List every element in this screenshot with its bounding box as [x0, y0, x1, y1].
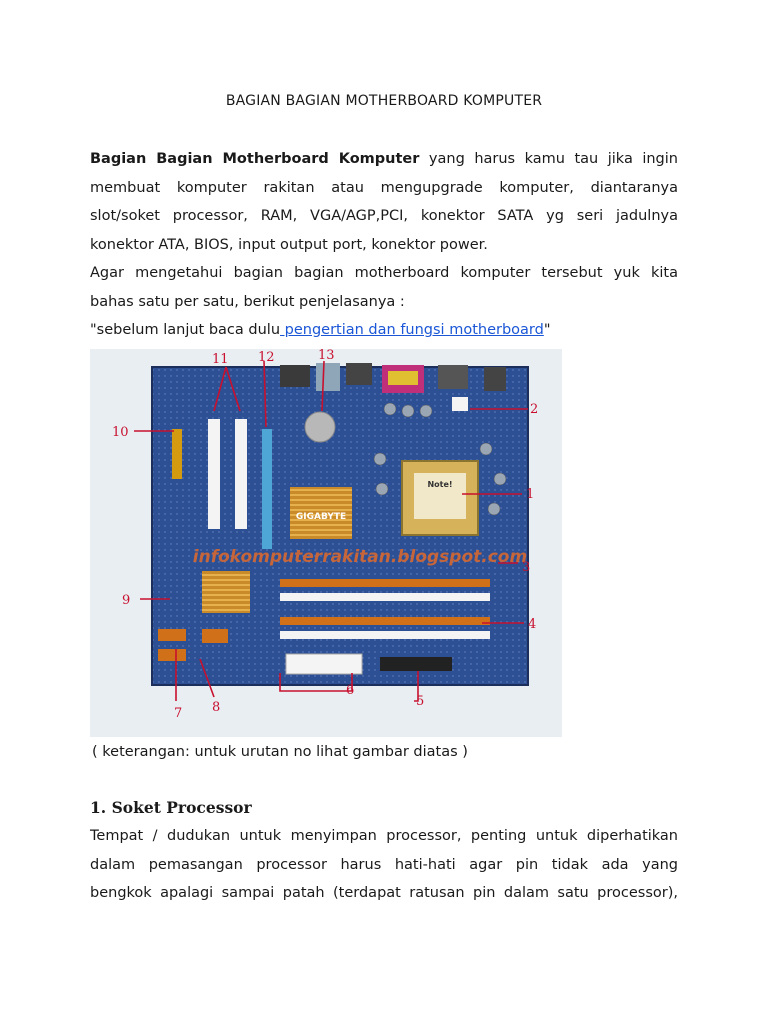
intro-line-3: slot/soket processor, RAM, VGA/AGP,PCI, konektor SATA yg seri jadulnya [90, 208, 678, 224]
brand-label: GIGABYTE [295, 512, 347, 522]
label-4: 4 [528, 617, 537, 632]
label-1: 1 [526, 487, 535, 502]
intro-line-5: Agar mengetahui bagian bagian motherboard komputer tersebut yuk kita [90, 265, 678, 281]
motherboard-image [90, 349, 562, 737]
label-9: 9 [122, 593, 131, 608]
section-1-line-1: Tempat / dudukan untuk menyimpan processor, penting untuk diperhatikan [90, 828, 678, 844]
label-10: 10 [112, 425, 129, 440]
motherboard-definition-link[interactable]: pengertian dan fungsi motherboard [280, 322, 544, 338]
label-11: 11 [212, 352, 229, 367]
watermark-label: infokomputerrakitan.blogspot.com [192, 547, 528, 567]
section-heading-1: 1. Soket Processor [90, 798, 252, 817]
intro-line-4: konektor ATA, BIOS, input output port, konektor power. [90, 236, 488, 253]
socket-note-label: Note! [427, 480, 453, 489]
label-13: 13 [318, 349, 335, 363]
intro-line-2: membuat komputer rakitan atau mengupgrade komputer, diantaranya [90, 179, 678, 196]
section-1-paragraph [90, 822, 678, 908]
intro-line-1: Bagian Bagian Motherboard Komputer yang harus kamu tau jika ingin [90, 151, 678, 167]
label-7: 7 [174, 706, 183, 721]
image-caption: ( keterangan: untuk urutan no lihat gambar diatas ) [92, 744, 468, 760]
page-title: BAGIAN BAGIAN MOTHERBOARD KOMPUTER [225, 93, 543, 109]
section-1-line-2: dalam pemasangan processor harus hati-hati agar pin tidak ada yang [90, 856, 678, 873]
intro-paragraph [90, 145, 678, 345]
motherboard-illustration [90, 349, 562, 737]
intro-line-quote: "sebelum lanjut baca dulu pengertian dan fungsi motherboard" [90, 322, 551, 338]
label-5: 5 [416, 694, 425, 709]
section-1-line-3: bengkok apalagi sampai patah (terdapat ratusan pin dalam satu processor), [90, 885, 678, 901]
label-12: 12 [258, 350, 275, 365]
intro-bold-lead: Bagian Bagian Motherboard Komputer [90, 151, 420, 167]
label-2: 2 [530, 402, 539, 417]
label-8: 8 [212, 700, 221, 715]
intro-line-6: bahas satu per satu, berikut penjelasanya : [90, 293, 405, 310]
label-3: 3 [522, 560, 531, 575]
label-6: 6 [346, 683, 355, 698]
